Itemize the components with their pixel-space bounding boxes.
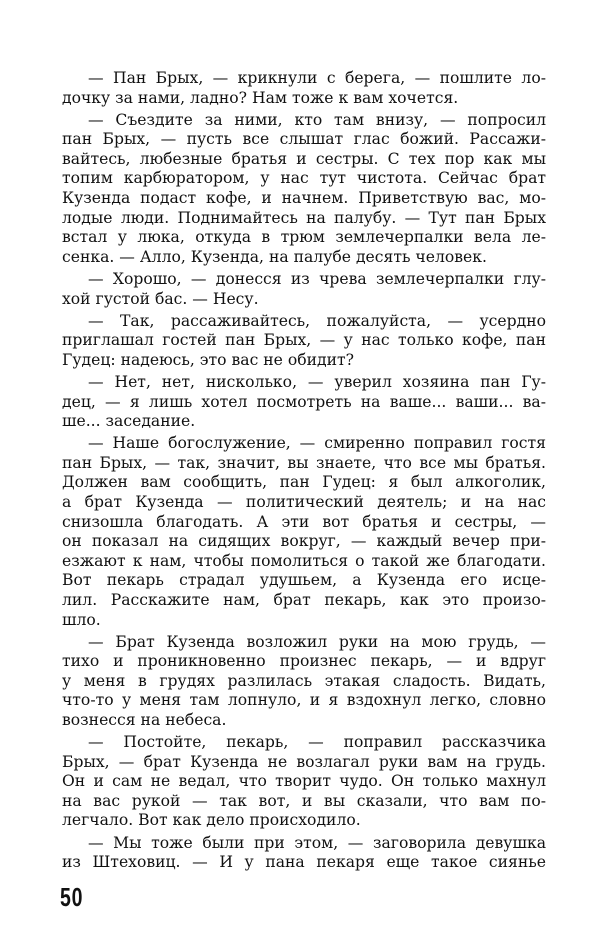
text-line: легчало. Вот как дело происходило. <box>62 811 361 830</box>
text-line: — Мы тоже были при этом, — заговорила девушка <box>88 833 546 852</box>
text-line: Должен вам сообщить, пан Гудец: я был алкоголик, <box>62 473 546 492</box>
text-line: хой густой бас. — Несу. <box>62 289 259 308</box>
page-body-text <box>62 69 546 875</box>
text-line: пан Брых, — пусть все слышат глас божий. Рассажи- <box>62 130 546 149</box>
text-line: у меня в грудях разлилась этакая сладость. Видать, <box>62 671 546 690</box>
text-line: тихо и проникновенно произнес пекарь, — и вдруг <box>62 652 546 671</box>
text-line: ше... заседание. <box>62 412 196 431</box>
text-line: вайтесь, любезные братья и сестры. С тех пор как мы <box>62 149 546 168</box>
text-line: Брых, — брат Кузенда не возлагал руки вам на грудь. <box>62 752 546 771</box>
text-line: — Съездите за ними, кто там внизу, — попросил <box>88 110 546 129</box>
text-line: что-то у меня там лопнуло, и я вздохнул легко, словно <box>62 691 546 710</box>
text-line: — Наше богослужение, — смиренно поправил гостя <box>88 434 546 453</box>
text-line: дец, — я лишь хотел посмотреть на ваше... ваши... ва- <box>62 392 546 411</box>
text-line: — Хорошо, — донесся из чрева землечерпалки глу- <box>88 269 546 288</box>
text-line: из Штеховиц. — И у пана пекаря еще такое сиянье <box>62 853 546 872</box>
paragraph <box>62 111 546 268</box>
text-line: — Брат Кузенда возложил руки на мою грудь, — <box>88 632 546 651</box>
paragraph <box>62 312 546 371</box>
paragraph <box>62 733 546 831</box>
text-line: встал у люка, откуда в трюм землечерпалки вела ле- <box>62 228 546 247</box>
text-line: шло. <box>62 610 101 629</box>
text-line: Гудец: надеюсь, это вас не обидит? <box>62 350 355 369</box>
paragraph <box>62 434 546 630</box>
text-line: Он и сам не ведал, что творит чудо. Он только махнул <box>62 772 546 791</box>
text-line: лодые люди. Поднимайтесь на палубу. — Тут пан Брых <box>62 208 546 227</box>
paragraph <box>62 834 546 873</box>
text-line: — Нет, нет, нисколько, — уверил хозяина пан Гу- <box>88 372 546 391</box>
text-line: — Так, рассаживайтесь, пожалуйста, — усердно <box>88 311 546 330</box>
text-line: — Пан Брых, — крикнули с берега, — пошлите ло- <box>88 69 546 87</box>
page-number: 50 <box>60 882 84 912</box>
text-line: на вас рукой — так вот, и вы сказали, что вам по- <box>62 791 546 810</box>
text-line: лил. Расскажите нам, брат пекарь, как это произо- <box>62 590 546 609</box>
text-line: сенка. — Алло, Кузенда, на палубе десять человек. <box>62 247 487 266</box>
text-line: — Постойте, пекарь, — поправил рассказчика <box>88 733 546 752</box>
paragraph <box>62 69 546 108</box>
text-line: он показал на сидящих вокруг, — каждый вечер при- <box>62 532 546 551</box>
paragraph <box>62 633 546 731</box>
text-line: приглашал гостей пан Брых, — у нас только кофе, пан <box>62 331 546 350</box>
paragraph <box>62 270 546 309</box>
text-line: Кузенда подаст кофе, и начнем. Приветствую вас, мо- <box>62 189 546 208</box>
text-line: а брат Кузенда — политический деятель; и на нас <box>62 492 546 511</box>
text-line: пан Брых, — так, значит, вы знаете, что все мы братья. <box>62 453 546 472</box>
paragraph <box>62 373 546 432</box>
text-line: Вот пекарь страдал удушьем, а Кузенда его исце- <box>62 571 546 590</box>
text-line: вознесся на небеса. <box>62 711 227 729</box>
text-line: дочку за нами, ладно? Нам тоже к вам хочется. <box>62 88 459 107</box>
text-line: езжают к нам, чтобы помолиться о такой же благодати. <box>62 551 546 570</box>
text-line: топим карбюратором, у нас тут чистота. Сейчас брат <box>62 169 546 188</box>
text-line: снизошла благодать. А эти вот братья и сестры, — <box>62 512 546 531</box>
